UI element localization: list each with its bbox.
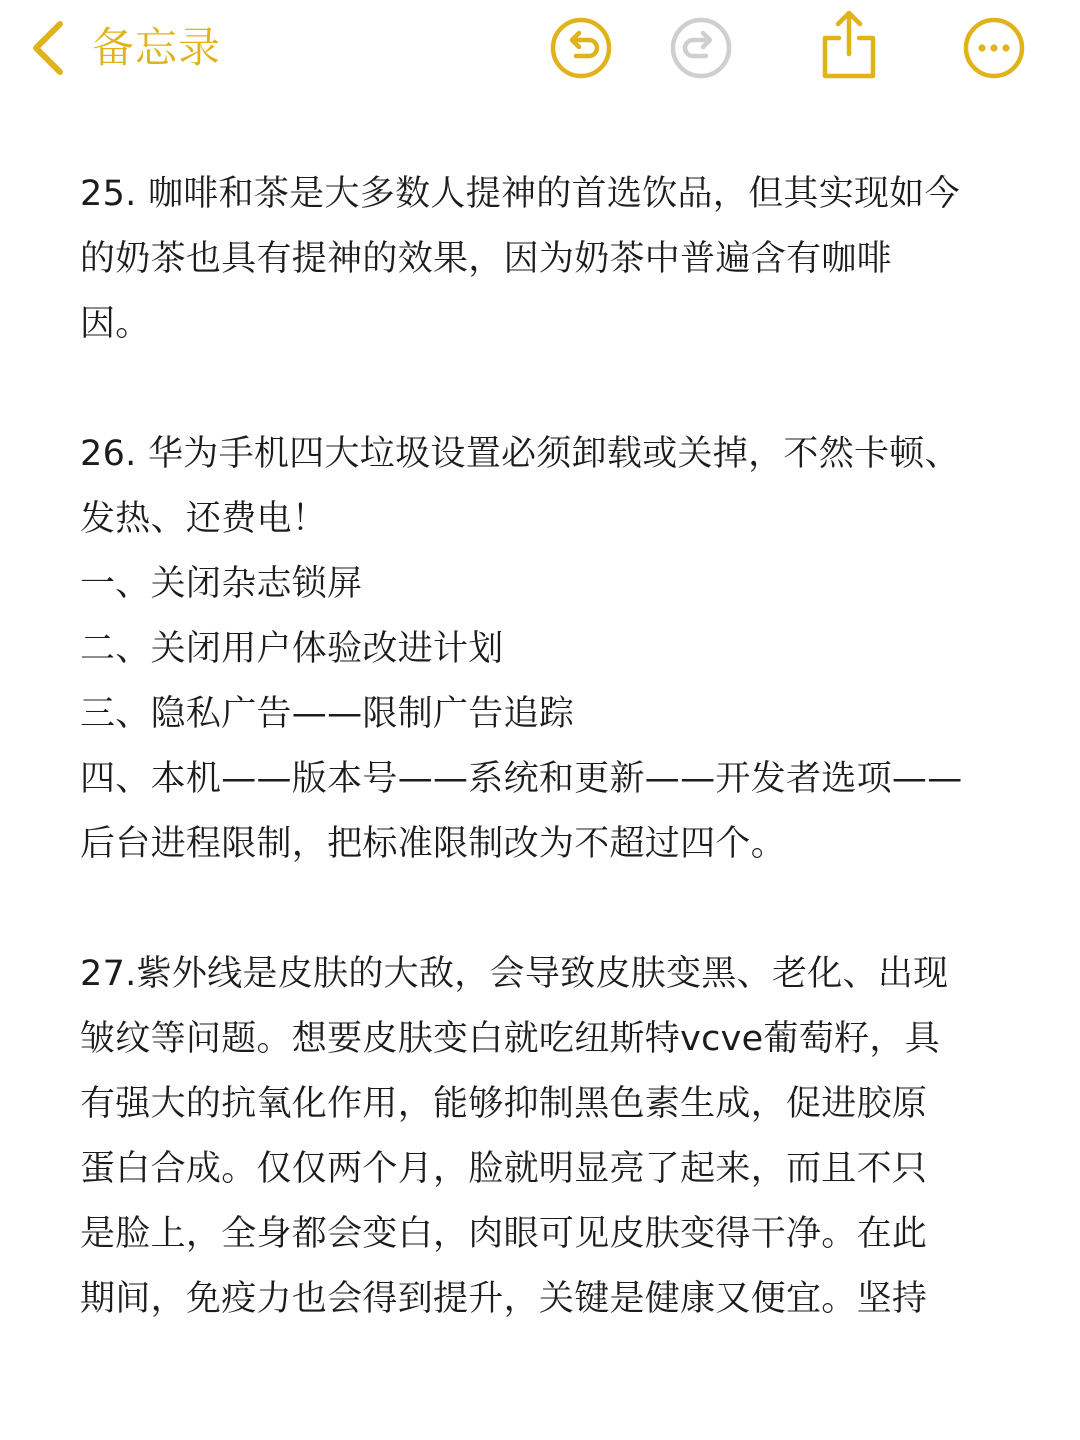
text-line: 三、隐私广告——限制广告追踪 (80, 694, 575, 734)
more-icon (962, 16, 1026, 80)
more-button[interactable] (962, 16, 1026, 80)
note-body[interactable] (80, 162, 1020, 1397)
text-line: 二、关闭用户体验改进计划 (80, 629, 504, 669)
undo-icon (549, 16, 613, 80)
navigation-bar (0, 0, 1080, 100)
text-line: 发热、还费电！ (80, 499, 328, 539)
text-line: 25. 咖啡和茶是大多数人提神的首选饮品，但其实现如今 (80, 174, 960, 214)
text-line: 蛋白合成。仅仅两个月，脸就明显亮了起来，而且不只 (80, 1149, 928, 1189)
redo-icon (669, 16, 733, 80)
text-line: 四、本机——版本号——系统和更新——开发者选项—— (80, 759, 963, 799)
text-line: 皱纹等问题。想要皮肤变白就吃纽斯特vcve葡萄籽，具 (80, 1019, 941, 1059)
text-line: 因。 (80, 304, 151, 344)
note-paragraph-25 (80, 162, 1020, 357)
text-line: 期间，免疫力也会得到提升，关键是健康又便宜。坚持 (80, 1279, 928, 1319)
chevron-left-icon (30, 20, 66, 76)
note-paragraph-26 (80, 422, 1020, 877)
text-line: 26. 华为手机四大垃圾设置必须卸载或关掉，不然卡顿、 (80, 434, 960, 474)
text-line: 是脸上，全身都会变白，肉眼可见皮肤变得干净。在此 (80, 1214, 928, 1254)
text-line: 的奶茶也具有提神的效果，因为奶茶中普遍含有咖啡 (80, 239, 892, 279)
note-paragraph-27 (80, 942, 1020, 1332)
share-button[interactable] (817, 8, 881, 80)
text-line: 有强大的抗氧化作用，能够抑制黑色素生成，促进胶原 (80, 1084, 928, 1124)
share-icon (817, 8, 881, 80)
back-label: 备忘录 (92, 23, 222, 72)
undo-button[interactable] (549, 16, 613, 80)
text-line: 后台进程限制，把标准限制改为不超过四个。 (80, 824, 787, 864)
text-line: 一、关闭杂志锁屏 (80, 564, 363, 604)
redo-button[interactable] (669, 16, 733, 80)
text-line: 27.紫外线是皮肤的大敌，会导致皮肤变黑、老化、出现 (80, 954, 949, 994)
back-button[interactable] (30, 16, 221, 80)
